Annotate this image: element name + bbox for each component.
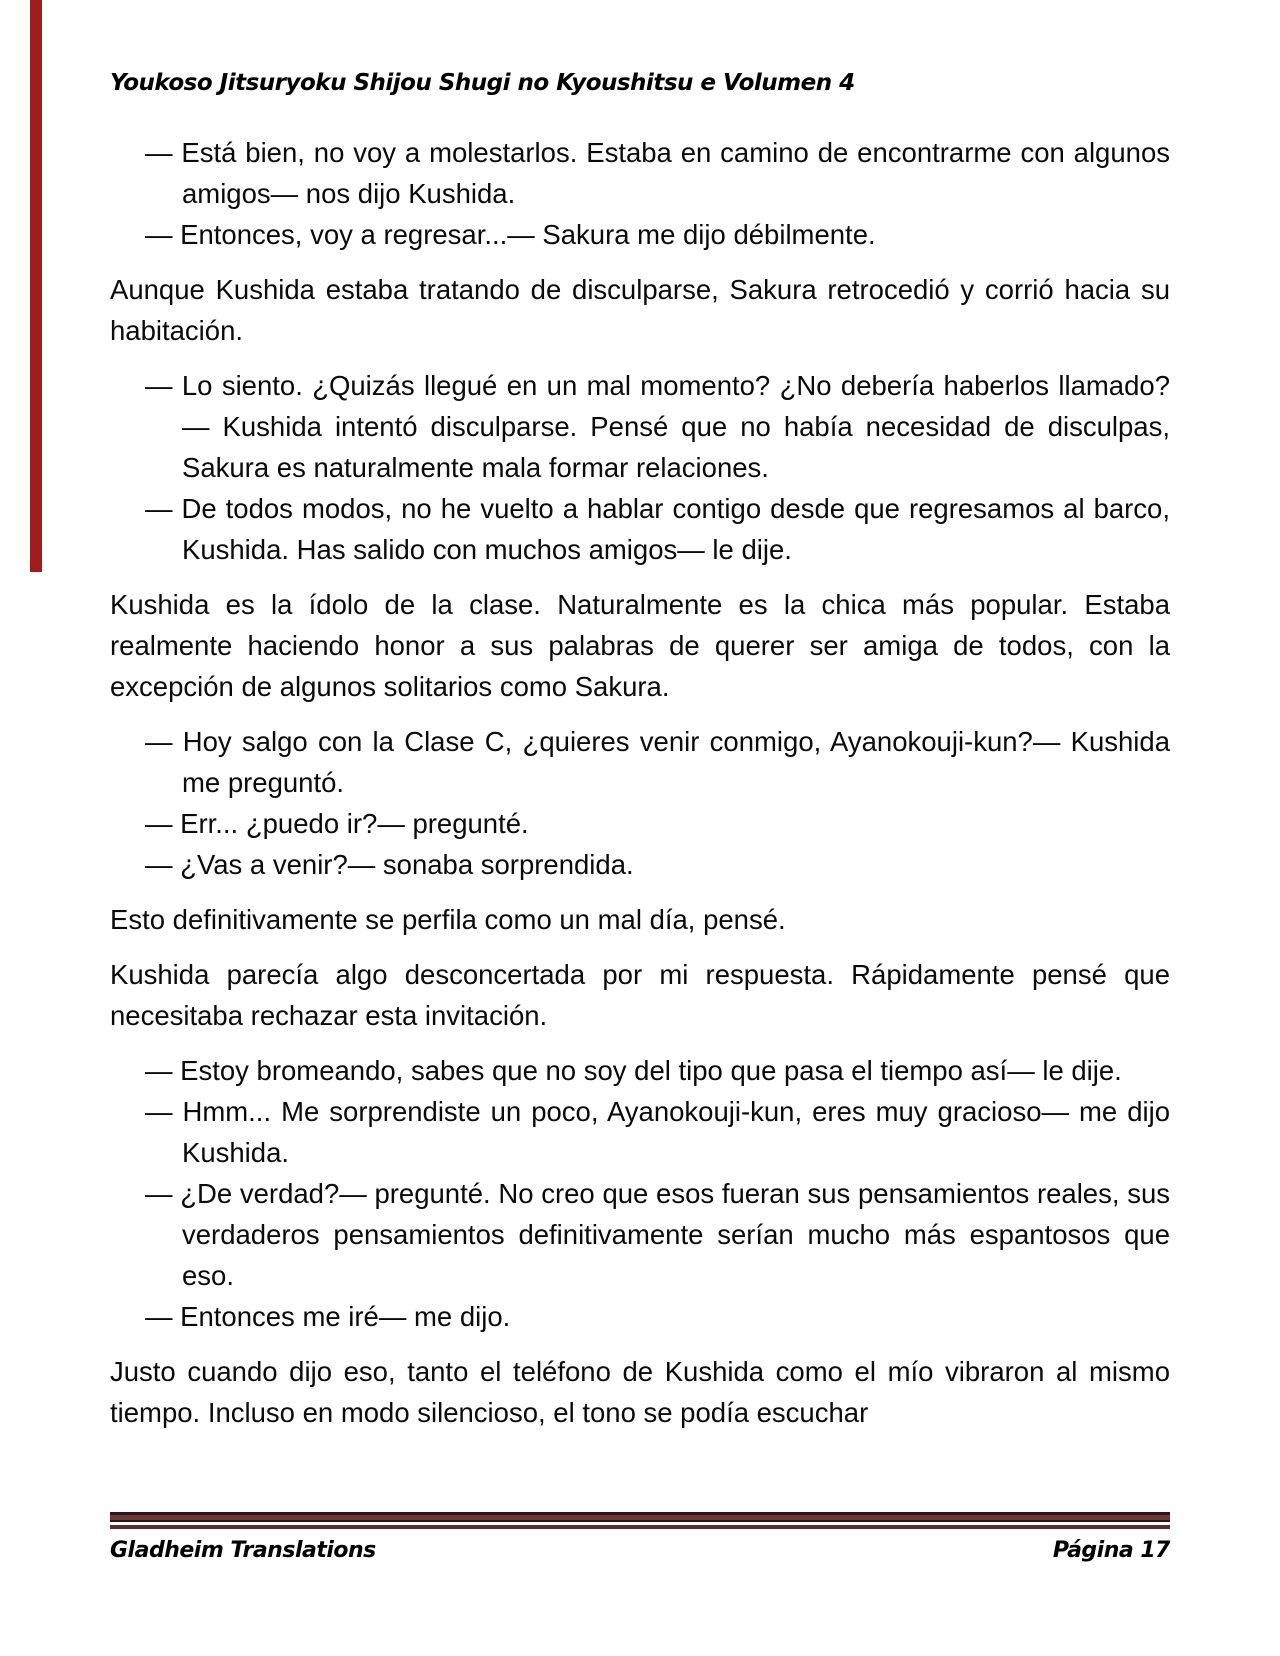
dialogue-line: — Hoy salgo con la Clase C, ¿quieres venir conmigo, Ayanokouji-kun?— Kushida me preguntó. bbox=[145, 726, 1170, 798]
dialogue-block bbox=[110, 365, 1170, 570]
page-header-title: Youkoso Jitsuryoku Shijou Shugi no Kyoushitsu e Volumen 4 bbox=[110, 70, 855, 96]
footer-translator-credit: Gladheim Translations bbox=[110, 1538, 376, 1563]
dialogue-line: — ¿De verdad?— pregunté. No creo que esos fueran sus pensamientos reales, sus verdaderos pensamientos definitivamente serían mucho más espantosos que eso. bbox=[145, 1178, 1170, 1291]
dialogue-line: — De todos modos, no he vuelto a hablar contigo desde que regresamos al barco, Kushida. Has salido con muchos amigos— le dije. bbox=[145, 493, 1170, 565]
paragraph: Kushida es la ídolo de la clase. Naturalmente es la chica más popular. Estaba realmente haciendo honor a sus palabras de querer ser amiga de todos, con la excepción de algunos solitarios como Sakura. bbox=[110, 589, 1170, 702]
dialogue-line: — Hmm... Me sorprendiste un poco, Ayanokouji-kun, eres muy gracioso— me dijo Kushida. bbox=[145, 1096, 1170, 1168]
dialogue-line: — Entonces, voy a regresar...— Sakura me dijo débilmente. bbox=[145, 219, 876, 250]
footer-page-number: Página 17 bbox=[1052, 1538, 1170, 1563]
paragraph: Justo cuando dijo eso, tanto el teléfono de Kushida como el mío vibraron al mismo tiempo. Incluso en modo silencioso, el tono se podía escuchar bbox=[110, 1356, 1170, 1428]
paragraph: Esto definitivamente se perfila como un mal día, pensé. bbox=[110, 904, 786, 935]
page-footer bbox=[110, 1512, 1170, 1563]
dialogue-line: — Entonces me iré— me dijo. bbox=[145, 1301, 511, 1332]
paragraph: Aunque Kushida estaba tratando de disculparse, Sakura retrocedió y corrió hacia su habitación. bbox=[110, 274, 1170, 346]
dialogue-block bbox=[110, 132, 1170, 255]
dialogue-line: — Lo siento. ¿Quizás llegué en un mal momento? ¿No debería haberlos llamado?— Kushida intentó disculparse. Pensé que no había necesidad de disculpas, Sakura es naturalmente mala formar relaciones. bbox=[145, 370, 1170, 483]
dialogue-line: — Estoy bromeando, sabes que no soy del tipo que pasa el tiempo así— le dije. bbox=[145, 1055, 1122, 1086]
dialogue-line: — Err... ¿puedo ir?— pregunté. bbox=[145, 808, 529, 839]
dialogue-block bbox=[110, 721, 1170, 885]
paragraph: Kushida parecía algo desconcertada por mi respuesta. Rápidamente pensé que necesitaba rechazar esta invitación. bbox=[110, 959, 1170, 1031]
footer-rule-thick bbox=[110, 1512, 1170, 1522]
red-accent-bar bbox=[30, 0, 42, 572]
dialogue-block bbox=[110, 1050, 1170, 1337]
footer-rule-thin bbox=[110, 1525, 1170, 1529]
body-text bbox=[110, 118, 1170, 1447]
dialogue-line: — Está bien, no voy a molestarlos. Estaba en camino de encontrarme con algunos amigos— nos dijo Kushida. bbox=[145, 137, 1170, 209]
dialogue-line: — ¿Vas a venir?— sonaba sorprendida. bbox=[145, 849, 634, 880]
